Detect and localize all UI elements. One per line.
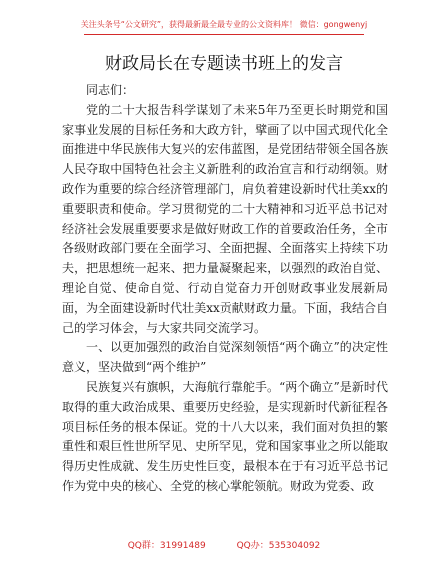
footer-contacts	[0, 540, 448, 552]
document-body	[62, 81, 388, 497]
salutation: 同志们：	[86, 83, 135, 97]
header-banner: 关注头条号“公文研究”，获得最新最全最专业的公文资料库！ 微信：gongwenyj	[80, 20, 368, 29]
header-rule	[84, 34, 364, 35]
document-title: 财政局长在专题读书班上的发言	[105, 54, 343, 74]
paragraph-intro: 党的二十大报告科学谋划了未来5年乃至更长时期党和国家事业发展的目标任务和大政方针，擘画了以中国式现代化全面推进中华民族伟大复兴的宏伟蓝图，是党团结带领全国各族人民夺取中国特色社会主义新胜利的政治宣言和行动纲领。财政作为重要的综合经济管理部门，肩负着建设新时代壮美xx的重要职责和使命。学习贯彻党的二十大精神和习近平总书记对经济社会发展重要要求是做好财政工作的首要政治任务，全市各级财政部门要在全面学习、全面把握、全面落实上持续下功夫，把思想统一起来、把力量凝聚起来，以强烈的政治自觉、理论自觉、使命自觉、行动自觉奋力开创财政事业发展新局面，为全面建设新时代壮美xx贡献财政力量。下面，我结合自己的学习体会，与大家共同交流学习。	[62, 102, 388, 335]
paragraph-section-1: 民族复兴有旗帜，大海航行靠舵手。“两个确立”是新时代取得的重大政治成果、重要历史经验，是实现新时代新征程各项目标任务的根本保证。党的十八大以来，我们面对负担的繁重性和艰巨性世所罕见、史所罕见，党和国家事业之所以能取得历史性成就、发生历史性巨变，最根本在于有习近平总书记作为党中央的核心、全党的核心掌舵领航。财政为党委、政	[62, 379, 388, 493]
footer-qq-id: QQ办：535304092	[236, 541, 321, 551]
footer-qq-group: QQ群：31991489	[127, 541, 206, 551]
section-heading-1: 一、以更加强烈的政治自觉深刻领悟“两个确立”的决定性意义，坚决做到“两个维护”	[62, 340, 388, 375]
